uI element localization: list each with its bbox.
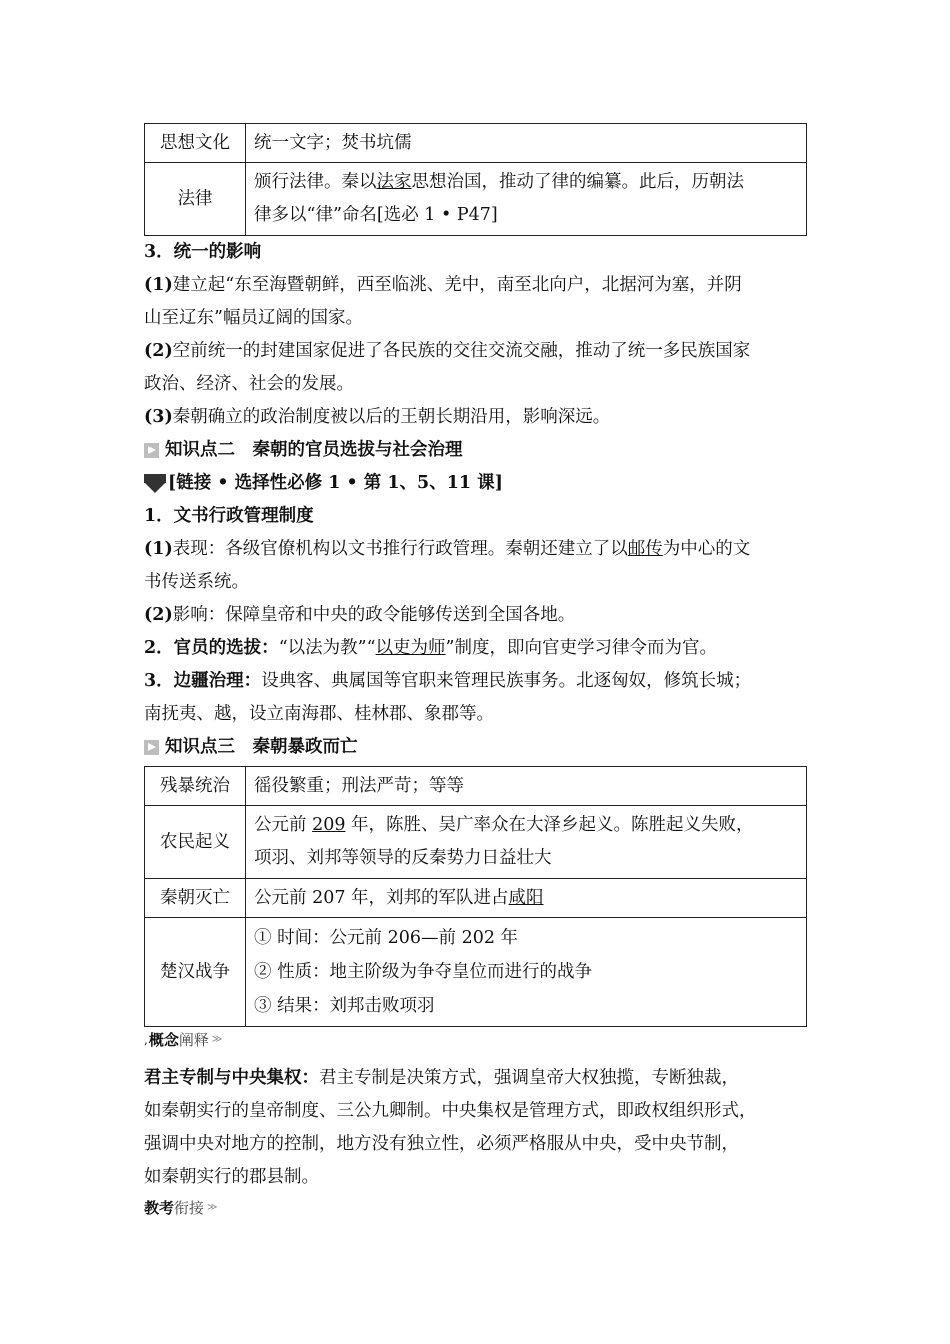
paragraph-impact-3: (3)秦朝确立的政治制度被以后的王朝长期沿用，影响深远。 — [144, 407, 611, 427]
table-row — [145, 163, 807, 236]
row-header: 法律 — [145, 163, 246, 236]
knowledge-point-2-title: 知识点二 秦朝的官员选拔与社会治理 — [144, 434, 819, 467]
heading-document-admin: 1．文书行政管理制度 — [144, 506, 314, 526]
paragraph-official-selection: 2．官员的选拔：“以法为教”“以吏为师”制度，即向官吏学习律令而为官。 — [144, 638, 717, 658]
paragraph-document-admin-1: (1)表现：各级官僚机构以文书推行行政管理。秦朝还建立了以邮传为中心的文 书传送系统。 — [144, 539, 751, 592]
row-header: 农民起义 — [145, 806, 246, 879]
row-content: 徭役繁重；刑法严苛；等等 — [246, 767, 807, 806]
row-header: 秦朝灭亡 — [145, 879, 246, 918]
chevron-down-icon: ≫ — [211, 1034, 223, 1045]
paragraph-document-admin-2: (2)影响：保障皇帝和中央的政令能够传送到全国各地。 — [144, 605, 576, 625]
down-arrow-icon — [144, 474, 166, 494]
table-row — [145, 124, 807, 163]
paragraph-impact-1: (1)建立起“东至海暨朝鲜，西至临洮、羌中，南至北向户，北据河为塞，并阴 山至辽东”幅员辽阔的国家。 — [144, 275, 742, 328]
row-content: ① 时间：公元前 206—前 202 年 ② 性质：地主阶级为争夺皇位而进行的战争 ③ 结果：刘邦击败项羽 — [246, 918, 807, 1027]
table-row — [145, 767, 807, 806]
table-row — [145, 918, 807, 1027]
concept-paragraph: 君主专制与中央集权：君主专制是决策方式，强调皇帝大权独揽，专断独裁， 如秦朝实行的皇帝制度、三公九卿制。中央集权是管理方式，即政权组织形式， 强调中央对地方的控制，地方没有独立性，必须严格服从中央，受中央节制， 如秦朝实行的郡县制。 — [144, 1068, 757, 1187]
row-content: 颁行法律。秦以法家思想治国，推动了律的编纂。此后，历朝法 律多以“律”命名[选必 1 • P47] — [246, 163, 807, 236]
row-header: 楚汉战争 — [145, 918, 246, 1027]
table-row — [145, 806, 807, 879]
row-content: 公元前 209 年，陈胜、吴广率众在大泽乡起义。陈胜起义失败， 项羽、刘邦等领导的反秦势力日益壮大 — [246, 806, 807, 879]
play-triangle-icon — [144, 443, 159, 458]
culture-law-table — [144, 123, 807, 236]
row-content: 公元前 207 年，刘邦的军队进占咸阳 — [246, 879, 807, 918]
paragraph-frontier-governance: 3．边疆治理：设典客、典属国等官职来管理民族事务。北逐匈奴，修筑长城； 南抚夷、越，设立南海郡、桂林郡、象郡等。 — [144, 671, 752, 724]
play-triangle-icon — [144, 740, 159, 755]
row-content: 统一文字；焚书坑儒 — [246, 124, 807, 163]
qin-fall-table — [144, 766, 807, 1027]
row-header: 思想文化 — [145, 124, 246, 163]
document-page — [144, 123, 819, 1222]
chevron-down-icon: ≫ — [207, 1202, 218, 1213]
link-reference: [链接 • 选择性必修 1 • 第 1、5、11 课] — [144, 467, 819, 500]
concept-explanation-label: , 概念 阐释 ≫ — [144, 1026, 819, 1054]
table-row — [145, 879, 807, 918]
paragraph-impact-2: (2)空前统一的封建国家促进了各民族的交往交流交融，推动了统一多民族国家 政治、经济、社会的发展。 — [144, 341, 751, 394]
exam-connection-label: 教考 衔接 ≫ — [144, 1194, 819, 1222]
knowledge-point-3-title: 知识点三 秦朝暴政而亡 — [144, 731, 819, 764]
row-header: 残暴统治 — [145, 767, 246, 806]
section-heading-unification-impact: 3．统一的影响 — [144, 242, 262, 262]
